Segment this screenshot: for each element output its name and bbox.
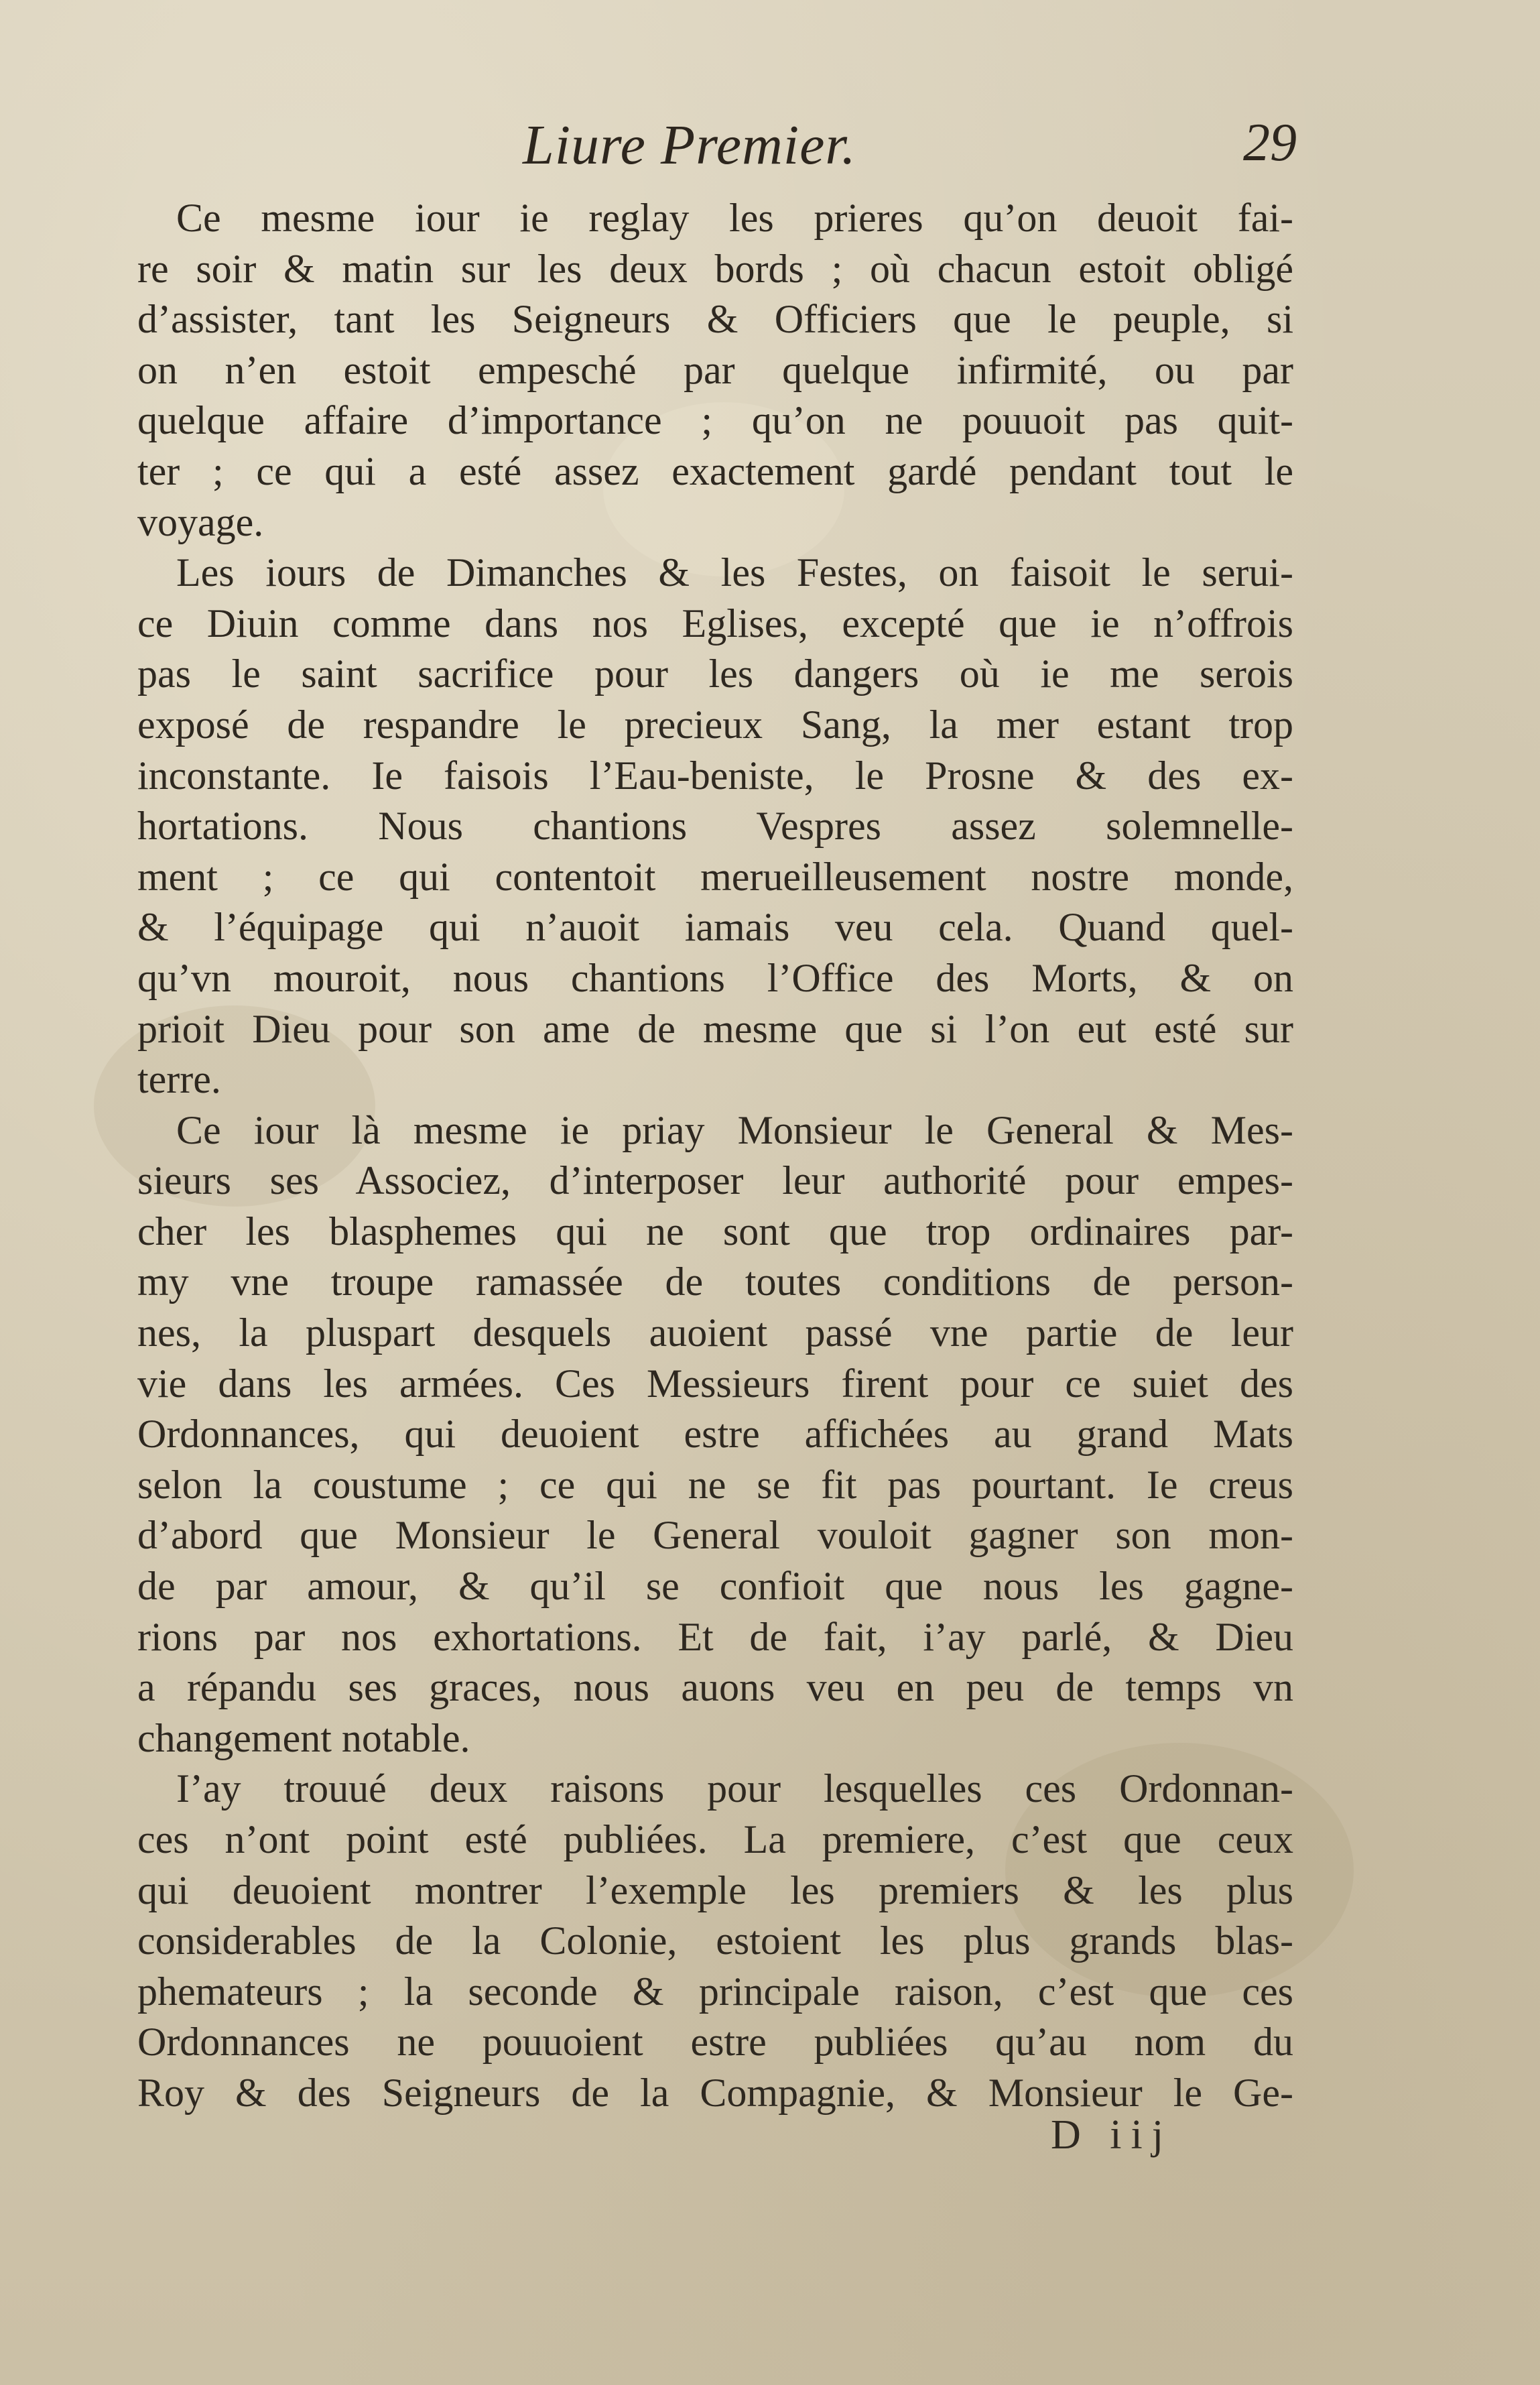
text-line: cher les blasphemes qui ne sont que trop ordinaires par- bbox=[137, 1209, 1293, 1253]
text-line: changement notable. bbox=[137, 1715, 470, 1760]
text-line: sieurs ses Associez, d’interposer leur authorité pour empes- bbox=[137, 1158, 1293, 1203]
text-line: I’ay trouué deux raisons pour lesquelles ces Ordonnan- bbox=[176, 1766, 1293, 1811]
text-line: qu’vn mouroit, nous chantions l’Office des Morts, & on bbox=[137, 955, 1293, 1000]
text-line: inconstante. Ie faisois l’Eau-beniste, le Prosne & des ex- bbox=[137, 753, 1293, 798]
page-number: 29 bbox=[1243, 113, 1297, 172]
text-line: Les iours de Dimanches & les Festes, on faisoit le serui- bbox=[176, 550, 1293, 595]
text-line: quelque affaire d’importance ; qu’on ne pouuoit pas quit- bbox=[137, 398, 1293, 443]
text-line: d’assister, tant les Seigneurs & Officiers que le peuple, si bbox=[137, 297, 1293, 342]
text-line: prioit Dieu pour son ame de mesme que si l’on eut esté sur bbox=[137, 1006, 1293, 1051]
text-line: qui deuoient montrer l’exemple les premiers & les plus bbox=[137, 1868, 1293, 1912]
text-line: d’abord que Monsieur le General vouloit gagner son mon- bbox=[137, 1513, 1293, 1558]
text-line: my vne troupe ramassée de toutes conditions de person- bbox=[137, 1260, 1293, 1304]
text-line: Roy & des Seigneurs de la Compagnie, & Monsieur le Ge- bbox=[137, 2070, 1293, 2115]
text-line: nes, la pluspart desquels auoient passé vne partie de leur bbox=[137, 1310, 1293, 1355]
text-line: selon la coustume ; ce qui ne se fit pas pourtant. Ie creus bbox=[137, 1462, 1293, 1507]
text-line: terre. bbox=[137, 1057, 221, 1102]
text-line: vie dans les armées. Ces Messieurs firent pour ce suiet des bbox=[137, 1361, 1293, 1406]
text-line: re soir & matin sur les deux bords ; où chacun estoit obligé bbox=[137, 246, 1293, 291]
text-line: ment ; ce qui contentoit merueilleusement nostre monde, bbox=[137, 854, 1293, 899]
page-header bbox=[131, 113, 1297, 186]
text-line: on n’en estoit empesché par quelque infirmité, ou par bbox=[137, 347, 1293, 392]
text-line: rions par nos exhortations. Et de fait, i’ay parlé, & Dieu bbox=[137, 1614, 1293, 1659]
text-line: de par amour, & qu’il se confioit que nous les gagne- bbox=[137, 1564, 1293, 1609]
text-line: Ce iour là mesme ie priay Monsieur le General & Mes- bbox=[176, 1107, 1293, 1152]
running-title: Liure Premier. bbox=[523, 114, 856, 176]
text-line: Ce mesme iour ie reglay les prieres qu’on deuoit fai- bbox=[176, 196, 1293, 240]
text-line: Ordonnances, qui deuoient estre affichées au grand Mats bbox=[137, 1412, 1293, 1457]
text-line: Ordonnances ne pouuoient estre publiées qu’au nom du bbox=[137, 2020, 1293, 2065]
text-line: voyage. bbox=[137, 499, 264, 544]
text-line: phemateurs ; la seconde & principale raison, c’est que ces bbox=[137, 1969, 1293, 2014]
text-line: ces n’ont point esté publiées. La premiere, c’est que ceux bbox=[137, 1817, 1293, 1861]
text-line: a répandu ses graces, nous auons veu en peu de temps vn bbox=[137, 1665, 1293, 1710]
text-line: ce Diuin comme dans nos Eglises, excepté que ie n’offrois bbox=[137, 601, 1293, 646]
text-line: exposé de respandre le precieux Sang, la mer estant trop bbox=[137, 702, 1293, 747]
body-text bbox=[137, 193, 1293, 2119]
text-line: considerables de la Colonie, estoient les plus grands blas- bbox=[137, 1918, 1293, 1963]
text-line: pas le saint sacrifice pour les dangers où ie me serois bbox=[137, 652, 1293, 696]
text-line: hortations. Nous chantions Vespres assez solemnelle- bbox=[137, 804, 1293, 849]
signature-mark: D iij bbox=[1051, 2112, 1173, 2158]
text-line: & l’équipage qui n’auoit iamais veu cela. Quand quel- bbox=[137, 905, 1293, 950]
text-line: ter ; ce qui a esté assez exactement gardé pendant tout le bbox=[137, 448, 1293, 493]
